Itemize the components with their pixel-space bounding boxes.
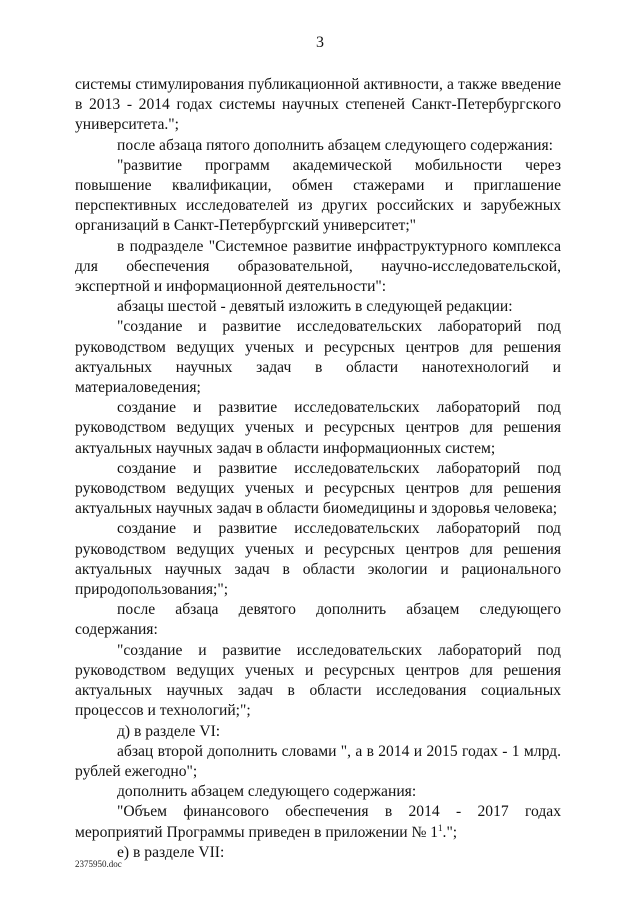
paragraph: создание и развитие исследовательских лабораторий под руководством ведущих ученых и ресурсных центров для решения актуальных научных задач в области биомедицины и здоровья человека; — [75, 459, 561, 518]
paragraph: "создание и развитие исследовательских лабораторий под руководством ведущих ученых и ресурсных центров для решения актуальных научных задач в области нанотехнологий и материаловедения; — [75, 318, 561, 397]
paragraph: "развитие программ академической мобильности через повышение квалификации, обмен стажерами и приглашение перспективных исследователей из других российских и зарубежных организаций в Санкт-Петербургский университет;" — [75, 156, 561, 235]
paragraph: е) в разделе VII: — [117, 843, 225, 861]
paragraph: создание и развитие исследовательских лабораторий под руководством ведущих ученых и ресурсных центров для решения актуальных научных задач в области экологии и рационального природопользования;"; — [75, 520, 561, 599]
paragraph: после абзаца пятого дополнить абзацем следующего содержания: — [117, 136, 553, 154]
financing-text-end: ."; — [442, 823, 458, 841]
paragraph: абзацы шестой - девятый изложить в следующей редакции: — [117, 298, 513, 316]
file-name-footer: 2375950.doc — [75, 859, 122, 869]
financing-text: "Объем финансового обеспечения в 2014 - 2017 годах мероприятий Программы приведен в приложении № 1 — [75, 803, 561, 841]
page-number: 3 — [316, 34, 324, 51]
paragraph: после абзаца девятого дополнить абзацем следующего содержания: — [75, 601, 561, 639]
appendix-superscript: 1 — [438, 822, 443, 833]
paragraph: создание и развитие исследовательских лабораторий под руководством ведущих ученых и ресурсных центров для решения актуальных научных задач в области информационных систем; — [75, 399, 561, 457]
document-body — [75, 75, 561, 863]
paragraph: абзац второй дополнить словами ", а в 2014 и 2015 годах - 1 млрд. рублей ежегодно"; — [75, 742, 561, 780]
paragraph: "создание и развитие исследовательских лабораторий под руководством ведущих ученых и ресурсных центров для решения актуальных научных задач в области исследования социальных процессов и технологий;"; — [75, 641, 561, 720]
paragraph: в подразделе "Системное развитие инфраструктурного комплекса для обеспечения образовательной, научно-исследовательской, экспертной и информационной деятельности": — [75, 237, 561, 296]
financing-paragraph — [75, 802, 561, 842]
paragraph: д) в разделе VI: — [117, 722, 221, 740]
paragraph: системы стимулирования публикационной активности, а также введение в 2013 - 2014 годах системы научных степеней Санкт-Петербургского университета."; — [75, 76, 561, 134]
paragraph: дополнить абзацем следующего содержания: — [117, 783, 417, 801]
